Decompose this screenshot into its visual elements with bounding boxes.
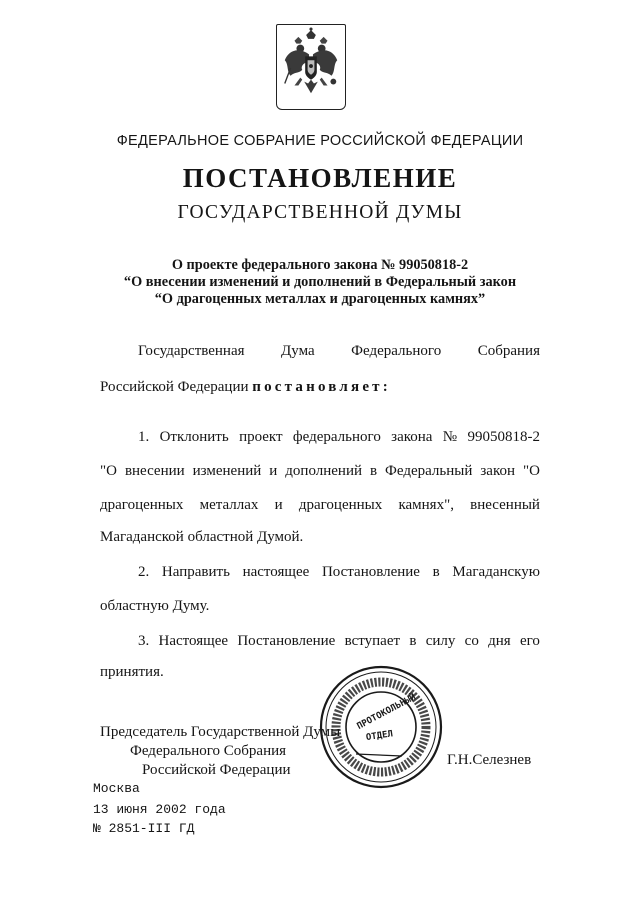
word: драгоценных — [100, 497, 184, 513]
word: закона — [391, 429, 433, 445]
point-3-line-1 — [138, 633, 540, 650]
word: проект — [239, 429, 283, 445]
word: Федеральный — [385, 463, 473, 479]
intro-line-1 — [138, 343, 540, 360]
signer-name: Г.Н.Селезнев — [447, 752, 532, 768]
word: 1. — [138, 429, 150, 445]
svg-text:ОТДЕЛ: ОТДЕЛ — [365, 729, 394, 744]
word: камнях", — [398, 497, 454, 513]
word: Настоящее — [158, 633, 229, 649]
word: его — [519, 633, 540, 649]
assembly-heading: ФЕДЕРАЛЬНОЕ СОБРАНИЕ РОССИЙСКОЙ ФЕДЕРАЦИИ — [116, 133, 524, 149]
word: "О — [100, 463, 117, 479]
word: в — [409, 633, 417, 649]
word: 99050818-2 — [467, 429, 540, 445]
word: дня — [488, 633, 511, 649]
state-emblem-icon — [276, 24, 346, 110]
signatory-title-line-2: Федерального Собрания — [130, 743, 287, 759]
point-1-line-4: Магаданской областной Думой. — [100, 529, 304, 545]
word: металлах — [199, 497, 259, 513]
word: и — [274, 497, 283, 513]
intro-line-2 — [100, 379, 391, 396]
word: 3. — [138, 633, 150, 649]
word: дополнений — [285, 463, 362, 479]
word: Направить — [161, 564, 230, 580]
word: закон — [480, 463, 515, 479]
point-1-line-2 — [100, 463, 540, 480]
word: изменений — [192, 463, 262, 479]
word: и — [269, 463, 278, 479]
point-1-line-1 — [138, 429, 540, 446]
svg-text:ПРОТОКОЛЬНЫЙ: ПРОТОКОЛЬНЫЙ — [355, 692, 418, 732]
document-type-title: ПОСТАНОВЛЕНИЕ — [182, 163, 458, 193]
document-number: № 2851-III ГД — [93, 821, 195, 836]
point-2-line-1 — [138, 564, 540, 581]
subject-line-1: О проекте федерального закона № 99050818-2 — [171, 257, 469, 273]
word: внесенный — [470, 497, 540, 513]
subject-line-3: “О драгоценных металлах и драгоценных камнях” — [154, 291, 486, 307]
point-1-line-3 — [100, 497, 540, 514]
word: № — [442, 429, 458, 445]
signatory-title-line-1: Председатель Государственной Думы — [100, 724, 341, 740]
word: Федерального — [351, 343, 442, 359]
word: настоящее — [242, 564, 310, 580]
date-of-issue: 13 июня 2002 года — [93, 802, 226, 817]
signatory-title-line-3: Российской Федерации — [142, 762, 291, 778]
word: 2. — [138, 564, 150, 580]
point-2-line-2: областную Думу. — [100, 598, 210, 614]
official-stamp — [316, 662, 446, 792]
document-issuer: ГОСУДАРСТВЕННОЙ ДУМЫ — [177, 202, 463, 223]
word: в — [369, 463, 378, 479]
word: Отклонить — [159, 429, 229, 445]
word: вступает — [344, 633, 401, 649]
word: Магаданскую — [452, 564, 540, 580]
word: Государственная — [138, 343, 245, 359]
word: Дума — [281, 343, 315, 359]
word: силу — [425, 633, 456, 649]
word: Собрания — [477, 343, 540, 359]
word: Постановление — [321, 564, 420, 580]
word: внесении — [124, 463, 185, 479]
intro-prefix: Российской Федерации — [100, 379, 253, 395]
word: со — [464, 633, 479, 649]
word: "О — [522, 463, 540, 479]
place-of-issue: Москва — [93, 781, 140, 796]
point-3-line-2: принятия. — [100, 664, 164, 680]
subject-line-2: “О внесении изменений и дополнений в Федеральный закон — [123, 274, 517, 290]
word: в — [432, 564, 440, 580]
word: драгоценных — [298, 497, 383, 513]
resolution-verb: постановляет: — [252, 379, 391, 395]
word: федерального — [292, 429, 381, 445]
word: Постановление — [237, 633, 336, 649]
